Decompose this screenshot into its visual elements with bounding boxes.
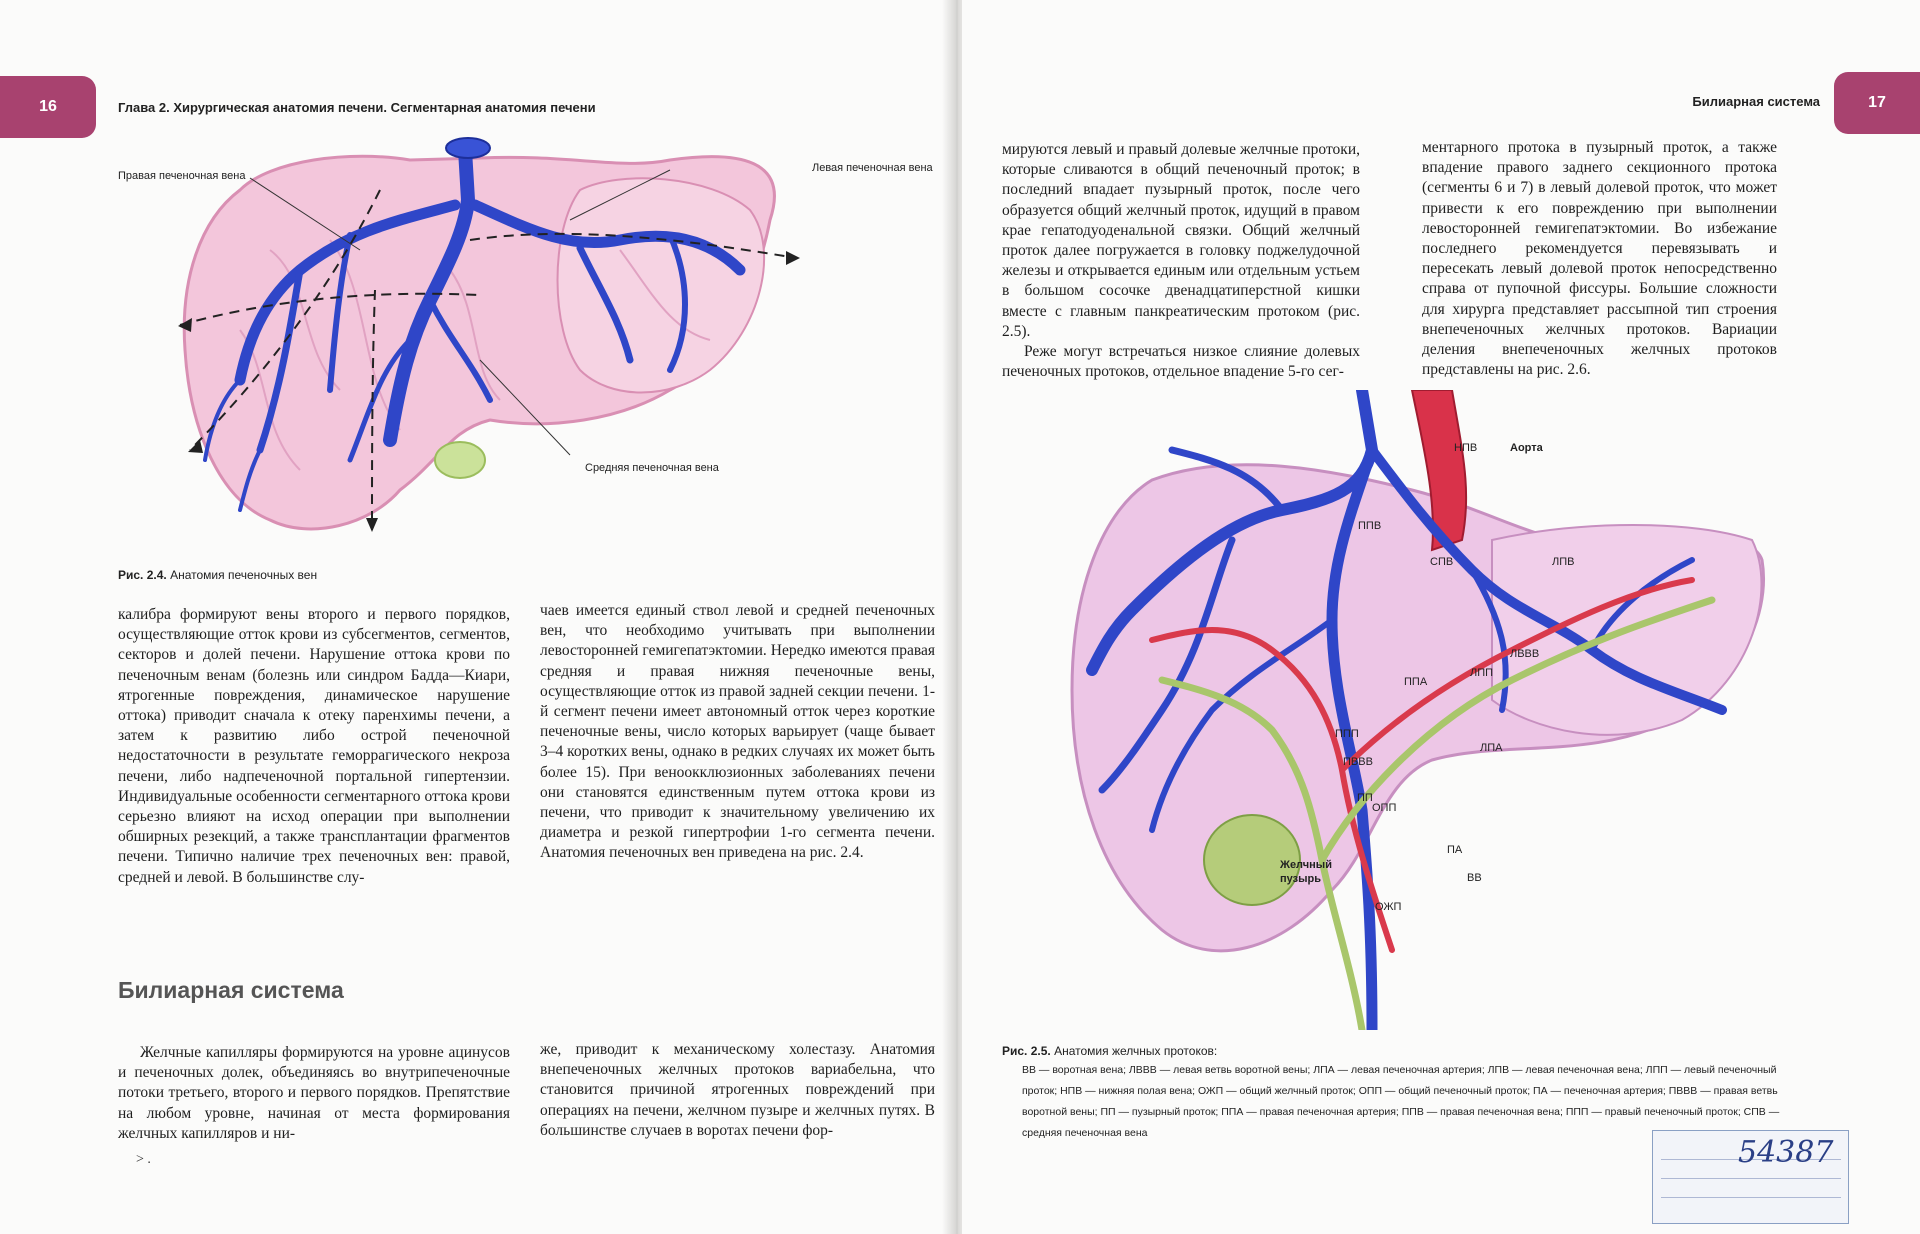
page-number-tab-right [1834, 72, 1920, 134]
label-pp: ПП [1357, 792, 1373, 804]
label-ppp: ППП [1335, 728, 1359, 740]
library-stamp [1652, 1130, 1849, 1224]
label-gallbladder-line1: Желчный [1280, 859, 1332, 871]
label-right-hepatic-vein: Правая печеночная вена [118, 170, 246, 182]
biliary-anatomy-illustration [1032, 390, 1832, 1030]
label-pvvv: ПВВВ [1343, 756, 1373, 768]
right-page [962, 0, 1920, 1234]
paragraph: мируются левый и правый долевые желчные протоки, которые сливаются в общий печеночный проток; в последний впадает пузырный проток, после чего образуется общий желчный проток, идущий в правом крае гепатодуоденальной связки. Общий желчный проток далее погружается в головку поджелудочной железы и открывается единым или отдельным устьем в большом сосочке двенадцатиперстной кишки вместе с главным панкреатическим протоком (рис. 2.5). [1002, 141, 1360, 340]
running-head-right: Билиарная система [1692, 94, 1820, 109]
caption-number: Рис. 2.5. [1002, 1044, 1051, 1058]
label-lpa: ЛПА [1480, 742, 1503, 754]
text-column-right-2 [1422, 138, 1777, 380]
label-npv: НПВ [1454, 442, 1478, 454]
page-number-left: 16 [39, 98, 57, 115]
figure-2-4-caption [118, 568, 317, 582]
caption-text: Анатомия желчных протоков: [1054, 1044, 1218, 1058]
footer-mark: > . [136, 1152, 151, 1167]
label-aorta: Аорта [1510, 442, 1543, 454]
caption-text: Анатомия печеночных вен [170, 568, 318, 582]
text-column-2 [540, 601, 935, 864]
left-page [0, 0, 955, 1234]
paragraph: Желчные капилляры формируются на уровне ацинусов и печеночных долек, объединяясь во внутрипеченочные потоки третьего, второго и первого порядков. Препятствие на любом уровне, начиная от места формирования желчных капилляров и ни- [118, 1044, 510, 1142]
label-left-hepatic-vein: Левая печеночная вена [812, 162, 933, 174]
figure-2-5-caption [1002, 1044, 1217, 1058]
paragraph: калибра формируют вены второго и первого порядков, осуществляющие отток крови из субсегментов, сегментов, секторов и долей печени. Нарушение оттока крови по печеночным венам (болезнь или синдром Бадда—Киари, ятрогенные повреждения, динамическое нарушение оттока) приводит сначала к отеку паренхимы печени, а затем к развитию либо острой печеночной недостаточности в результате геморрагического некроза печени, либо надпеченочной портальной гипертензии. Индивидуальные особенности сегментарного оттока крови серьезно влияют на исход операции при выполнении обширных резекций, а также трансплантации фрагментов печени. Типично наличие трех печеночных вен: правой, средней и левой. В большинстве слу- [118, 606, 510, 886]
label-gallbladder [1280, 858, 1332, 886]
label-opp: ОПП [1372, 802, 1397, 814]
text-column-right-1 [1002, 140, 1360, 382]
liver-veins-illustration [150, 130, 830, 550]
text-column-3 [118, 1043, 510, 1144]
paragraph: Реже могут встречаться низкое слияние долевых печеночных протоков, отдельное впадение 5-го сег- [1002, 343, 1360, 381]
text-column-1 [118, 605, 510, 888]
label-ppa: ППА [1404, 676, 1428, 688]
ivc-top [446, 138, 490, 158]
label-lpp: ЛПП [1470, 667, 1494, 679]
paragraph: ментарного протока в пузырный проток, а также впадение правого заднего секционного протока (сегменты 6 и 7) в левый долевой проток, что может привести к его повреждению при выполнении левосторонней гемигепатэктомии. Во избежание последнего рекомендуется перевязывать и пересекать левый долевой проток непосредственно справа от пупочной фиссуры. Большие сложности для хирурга представляет рассыпной тип строения внепеченочных желчных протоков. Вариации деления внепеченочных желчных протоков представлены на рис. 2.6. [1422, 139, 1777, 379]
label-spv: СПВ [1430, 556, 1454, 568]
gallbladder-shape [435, 442, 485, 478]
running-head-left: Глава 2. Хирургическая анатомия печени. Сегментарная анатомия печени [118, 100, 596, 115]
section-heading: Билиарная система [118, 977, 344, 1003]
label-vv: ВВ [1467, 872, 1482, 884]
label-lvvv: ЛВВВ [1510, 648, 1540, 660]
label-gallbladder-line2: пузырь [1280, 873, 1321, 885]
label-ozhp: ОЖП [1375, 901, 1402, 913]
paragraph: чаев имеется единый ствол левой и средней печеночных вен, что необходимо учитывать при выполнении левосторонней гемигепатэктомии. Нередко имеются правая средняя и правая нижняя печеночные вены, осуществляющие отток из правой задней секции печени. 1-й сегмент печени имеет автономный отток через короткие печеночные вены, число которых варьирует (чаще бывает 3–4 коротких вены, однако в редких случаях их может быть более 15). При веноокклюзионных заболеваниях печени они становятся единственным путем оттока крови из печени, что приводит к значительному увеличению их диаметра и резкой гипертрофии 1-го сегмента печени. Анатомия печеночных вен приведена на рис. 2.4. [540, 602, 935, 862]
page-number-right: 17 [1868, 94, 1886, 111]
label-pa: ПА [1447, 844, 1463, 856]
label-lpv: ЛПВ [1552, 556, 1575, 568]
caption-number: Рис. 2.4. [118, 568, 167, 582]
paragraph: же, приводит к механическому холестазу. Анатомия внепеченочных желчных протоков вариабельна, что становится причиной ятрогенных повреждений при операциях на печени, желчном пузыре и желчных путях. В большинстве случаев в воротах печени фор- [540, 1041, 935, 1139]
label-middle-hepatic-vein: Средняя печеночная вена [585, 462, 719, 474]
stamp-number: 54387 [1738, 1135, 1834, 1170]
text-column-4 [540, 1040, 935, 1141]
page-number-tab-left [0, 76, 96, 138]
figure-2-5-legend: ВВ — воротная вена; ЛВВВ — левая ветвь воротной вены; ЛПА — левая печеночная артерия; ЛПВ — левая печеночная вена; ЛПП — левый печеночный проток; НПВ — нижняя полая вена; ОЖП — общий желчный проток; ОПП — общий печеночный проток; ПА — печеночная артерия; ПВВВ — правая ветвь воротной вены; ПП — пузырный проток; ППА — правая печеночная артерия; ППВ — правая печеночная вена; ППП — правый печеночный проток; СПВ — средняя печеночная вена [1022, 1064, 1780, 1139]
label-ppv: ППВ [1358, 520, 1382, 532]
